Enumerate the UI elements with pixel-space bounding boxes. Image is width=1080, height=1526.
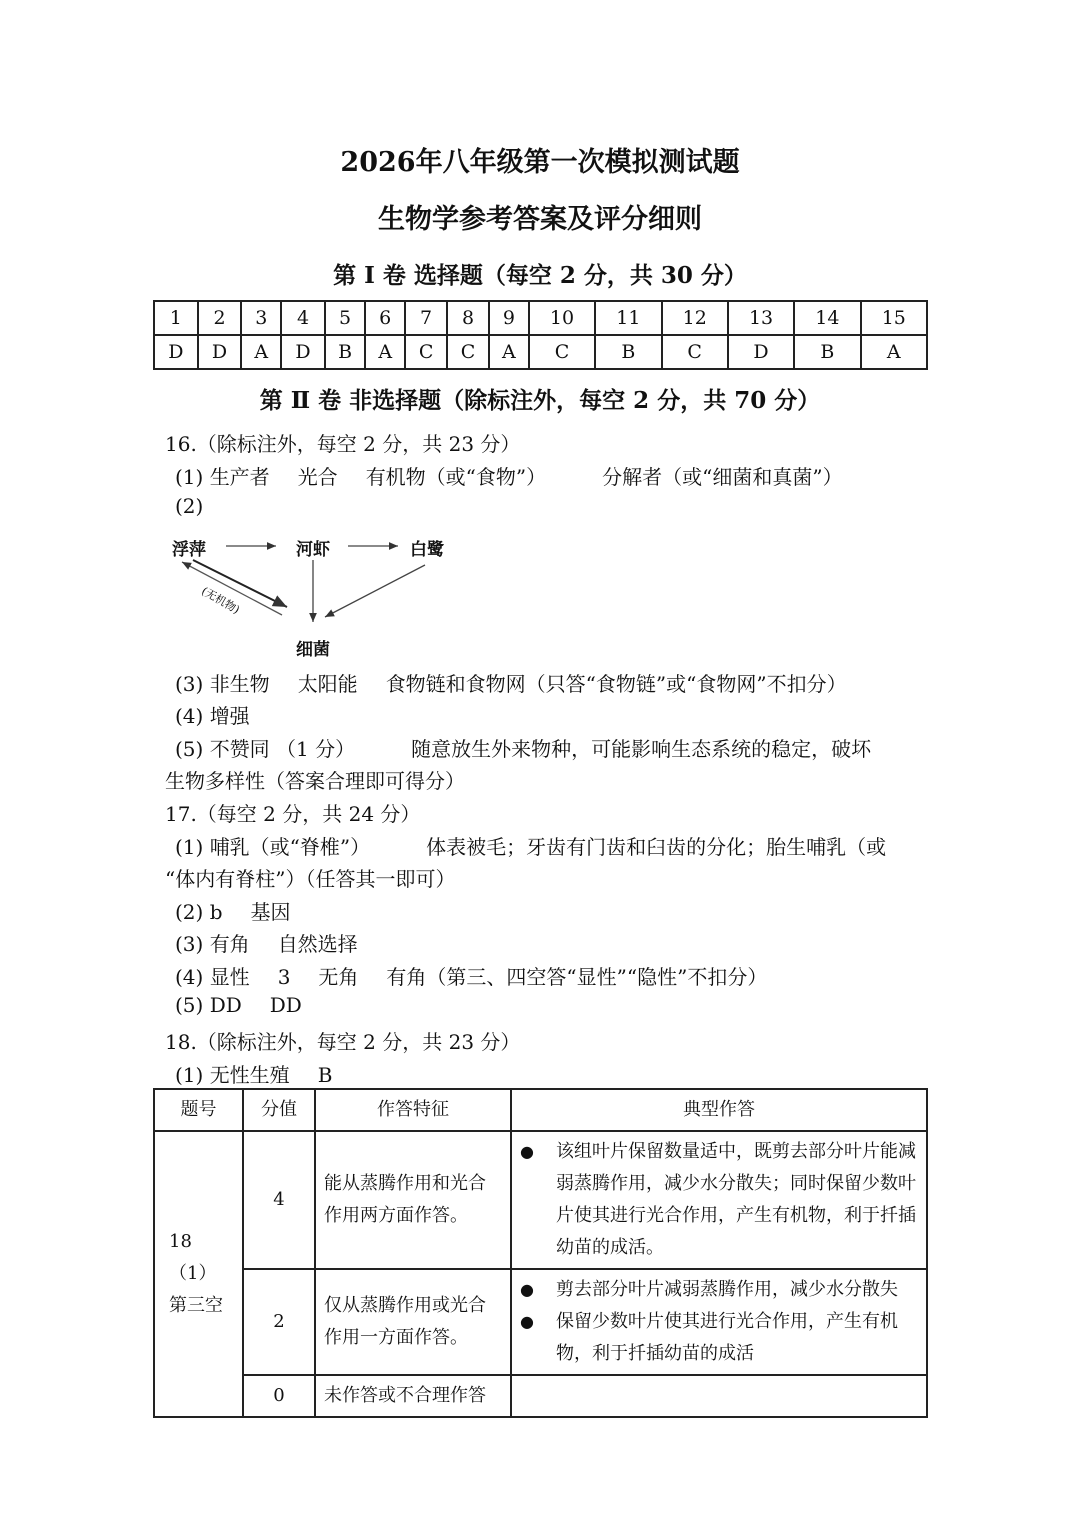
answer-text: (1) 生产者 bbox=[175, 465, 270, 489]
question-number: 9 bbox=[489, 301, 529, 335]
answer-cell: D bbox=[728, 335, 794, 369]
rubric-header-row bbox=[154, 1089, 927, 1131]
rubric-answers bbox=[511, 1131, 927, 1269]
node-xijun: 细菌 bbox=[296, 640, 330, 660]
question-number: 4 bbox=[281, 301, 325, 335]
rubric-row bbox=[154, 1375, 927, 1417]
answer-cell: B bbox=[325, 335, 365, 369]
q17-answer-1-cont: “体内有脊柱”）（任答其一即可） bbox=[165, 867, 456, 891]
question-number-row bbox=[154, 301, 927, 335]
question-number: 14 bbox=[794, 301, 860, 335]
answer-text: 有机物（或“食物”） bbox=[365, 465, 547, 489]
q16-answer-1 bbox=[175, 461, 843, 490]
answer-text: 体表被毛；牙齿有门齿和臼齿的分化；胎生哺乳（或 bbox=[426, 835, 887, 859]
rubric-score: 4 bbox=[243, 1131, 315, 1269]
q17-answer-2 bbox=[175, 896, 291, 925]
answer-text: (3) 非生物 bbox=[175, 672, 270, 696]
rubric-answers bbox=[511, 1375, 927, 1417]
rubric-answers bbox=[511, 1269, 927, 1375]
q17-answer-1 bbox=[175, 831, 886, 860]
answer-text: (3) 有角 bbox=[175, 932, 250, 956]
part1-heading: 第 Ⅰ 卷 选择题（每空 2 分，共 30 分） bbox=[333, 262, 747, 289]
answer-cell: B bbox=[794, 335, 860, 369]
q16-heading: 16.（除标注外，每空 2 分，共 23 分） bbox=[165, 432, 521, 456]
diagram-label-inorganic: (无机物) bbox=[199, 584, 242, 617]
node-hexia: 河虾 bbox=[296, 540, 330, 560]
rubric-feature: 仅从蒸腾作用或光合作用一方面作答。 bbox=[315, 1269, 511, 1375]
q17-answer-5 bbox=[175, 993, 302, 1017]
q16-answer-3 bbox=[175, 668, 847, 697]
answer-text: DD bbox=[269, 993, 302, 1017]
question-number: 11 bbox=[595, 301, 661, 335]
answer-text: 基因 bbox=[250, 900, 291, 924]
answer-cell: C bbox=[447, 335, 489, 369]
question-number: 5 bbox=[325, 301, 365, 335]
answer-text: (4) 显性 bbox=[175, 965, 250, 989]
header-item: 题号 bbox=[154, 1089, 243, 1131]
bullet-text: 剪去部分叶片减弱蒸腾作用，减少水分散失 bbox=[556, 1279, 898, 1300]
question-number: 3 bbox=[241, 301, 281, 335]
bullet-text: 该组叶片保留数量适中，既剪去部分叶片能减弱蒸腾作用，减少水分散失；同时保留少数叶片使其进行光合作用，产生有机物，利于扦插幼苗的成活。 bbox=[556, 1141, 916, 1258]
bullet-text: 保留少数叶片使其进行光合作用，产生有机物，利于扦插幼苗的成活 bbox=[556, 1311, 898, 1364]
question-number: 10 bbox=[529, 301, 595, 335]
answer-cell: C bbox=[405, 335, 447, 369]
q16-answer-2: (2) bbox=[175, 494, 204, 518]
answer-text: (2) b bbox=[175, 900, 223, 924]
answer-text: 自然选择 bbox=[277, 932, 358, 956]
bullet-item bbox=[520, 1274, 918, 1306]
answer-text: B bbox=[317, 1063, 333, 1087]
answer-cell: C bbox=[662, 335, 728, 369]
answer-text: (5) DD bbox=[175, 993, 242, 1017]
rubric-row bbox=[154, 1269, 927, 1375]
q17-answer-3 bbox=[175, 928, 358, 957]
answer-cell: D bbox=[281, 335, 325, 369]
arrow-bailu-xijun bbox=[325, 565, 425, 617]
q18-heading: 18.（除标注外，每空 2 分，共 23 分） bbox=[165, 1030, 521, 1054]
question-number: 12 bbox=[662, 301, 728, 335]
node-fuping: 浮萍 bbox=[172, 540, 206, 560]
q18-answer-1 bbox=[175, 1059, 332, 1088]
answer-text: (5) 不赞同 （1 分） bbox=[175, 737, 356, 761]
answer-cell: B bbox=[595, 335, 661, 369]
answer-text: (1) 无性生殖 bbox=[175, 1063, 290, 1087]
q16-answer-5 bbox=[175, 733, 871, 762]
question-number: 8 bbox=[447, 301, 489, 335]
answer-text: 无角 bbox=[318, 965, 359, 989]
bullet-icon: ● bbox=[520, 1312, 534, 1331]
question-number: 6 bbox=[365, 301, 405, 335]
header-feature: 作答特征 bbox=[315, 1089, 511, 1131]
bullet-item bbox=[520, 1136, 918, 1264]
answer-text: (1) 哺乳（或“脊椎”） bbox=[175, 835, 371, 859]
question-number: 2 bbox=[198, 301, 242, 335]
answer-text: 食物链和食物网（只答“食物链”或“食物网”不扣分） bbox=[385, 672, 847, 696]
answer-cell: C bbox=[529, 335, 595, 369]
answer-cell: A bbox=[365, 335, 405, 369]
q17-heading: 17.（每空 2 分，共 24 分） bbox=[165, 802, 421, 826]
answer-text: 3 bbox=[277, 965, 291, 989]
answer-cell: D bbox=[154, 335, 198, 369]
question-number: 7 bbox=[405, 301, 447, 335]
document-title: 2026年八年级第一次模拟测试题 bbox=[340, 147, 740, 178]
q16-answer-5-cont: 生物多样性（答案合理即可得分） bbox=[165, 769, 465, 793]
question-number: 13 bbox=[728, 301, 794, 335]
rubric-score: 0 bbox=[243, 1375, 315, 1417]
rubric-feature: 未作答或不合理作答 bbox=[315, 1375, 511, 1417]
bullet-item bbox=[520, 1306, 918, 1370]
part2-heading: 第 Ⅱ 卷 非选择题（除标注外，每空 2 分，共 70 分） bbox=[259, 387, 821, 414]
bullet-icon: ● bbox=[520, 1142, 534, 1161]
answer-cell: A bbox=[489, 335, 529, 369]
header-typical-answer: 典型作答 bbox=[511, 1089, 927, 1131]
answer-cell: D bbox=[198, 335, 242, 369]
document-subtitle: 生物学参考答案及评分细则 bbox=[378, 204, 702, 235]
answer-row bbox=[154, 335, 927, 369]
rubric-item: 18（1）第三空 bbox=[154, 1131, 243, 1417]
answer-text: 有角（第三、四空答“显性”“隐性”不扣分） bbox=[386, 965, 768, 989]
question-number: 15 bbox=[861, 301, 927, 335]
answer-text: 分解者（或“细菌和真菌”） bbox=[602, 465, 843, 489]
q16-answer-4: (4) 增强 bbox=[175, 704, 250, 728]
answer-cell: A bbox=[861, 335, 927, 369]
answer-cell: A bbox=[241, 335, 281, 369]
node-bailu: 白鹭 bbox=[410, 540, 444, 560]
answer-table bbox=[153, 300, 928, 370]
scoring-rubric-table bbox=[153, 1088, 928, 1418]
rubric-score: 2 bbox=[243, 1269, 315, 1375]
header-score: 分值 bbox=[243, 1089, 315, 1131]
rubric-feature: 能从蒸腾作用和光合作用两方面作答。 bbox=[315, 1131, 511, 1269]
answer-text: 随意放生外来物种，可能影响生态系统的稳定，破坏 bbox=[411, 737, 872, 761]
answer-text: 太阳能 bbox=[297, 672, 358, 696]
answer-text: 光合 bbox=[297, 465, 338, 489]
q17-answer-4 bbox=[175, 961, 767, 990]
rubric-row bbox=[154, 1131, 927, 1269]
bullet-icon: ● bbox=[520, 1280, 534, 1299]
question-number: 1 bbox=[154, 301, 198, 335]
